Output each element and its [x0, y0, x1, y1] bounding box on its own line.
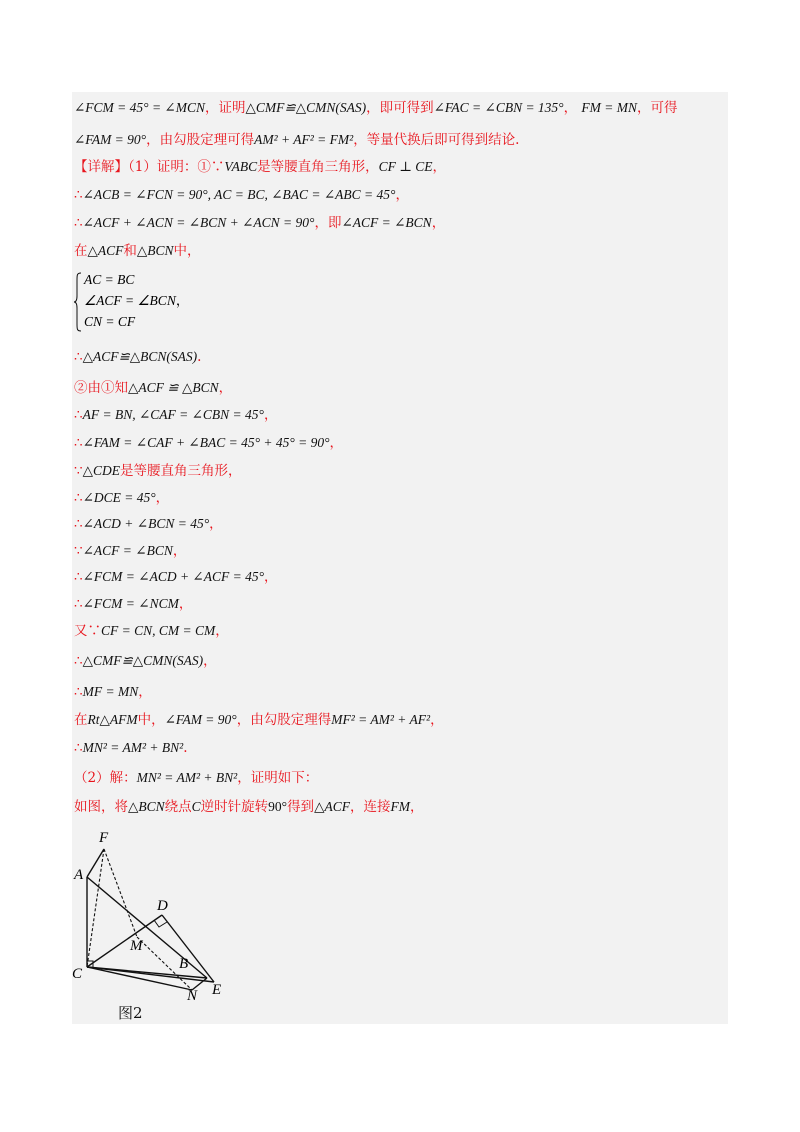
segment-cf-dashed — [87, 849, 104, 967]
text-run: 是等腰直角三角形， — [119, 463, 242, 479]
text-run: ， — [172, 543, 187, 559]
text-run: 如图，将 — [74, 799, 128, 815]
segment-af — [87, 849, 104, 877]
math-expression: AF = BN, ∠CAF = ∠CBN = 45° — [82, 407, 264, 422]
point-label-d: D — [157, 898, 168, 914]
math-expression: ∠ACF + ∠ACN = ∠BCN + ∠ACN = 90° — [82, 215, 315, 230]
math-expression: △ACF ≌ △BCN — [128, 380, 219, 395]
segment-ce — [87, 967, 214, 982]
therefore-symbol: ∴ — [74, 596, 83, 612]
math-expression: FM — [390, 799, 410, 814]
solution-line — [74, 621, 724, 641]
point-label-e: E — [212, 982, 222, 998]
solution-line — [74, 797, 724, 817]
text-run: ， — [329, 435, 344, 451]
text-run: ，证明如下： — [237, 770, 319, 786]
text-run: ， — [215, 623, 229, 639]
solution-line — [74, 157, 724, 177]
solution-line — [74, 378, 724, 398]
text-run: ，由勾股定理可得 — [146, 132, 255, 148]
text-run: ， — [409, 799, 424, 815]
therefore-symbol: ∴ — [74, 407, 83, 423]
segment-cn — [87, 967, 192, 990]
math-expression: ∠FAM = ∠CAF + ∠BAC = 45° + 45° = 90° — [82, 435, 330, 450]
math-expression: ∠ACF = ∠BCN — [341, 215, 432, 230]
math-expression: △ACF — [87, 243, 124, 258]
math-expression: ∠FCM = 45° = ∠MCN — [74, 100, 205, 115]
text-run: ， — [138, 684, 152, 700]
text-run: ， — [178, 596, 193, 612]
therefore-symbol: ∴ — [74, 740, 83, 756]
point-label-f: F — [99, 830, 109, 846]
point-label-a: A — [74, 867, 84, 883]
solution-line — [74, 682, 724, 702]
text-run: ，等量代换后即可得到结论. — [353, 132, 520, 148]
math-expression: ∠DCE = 45° — [82, 490, 156, 505]
solution-line — [74, 710, 724, 730]
therefore-symbol: ∴ — [74, 684, 83, 700]
text-run: . — [197, 349, 202, 365]
text-run: 和 — [123, 243, 137, 259]
math-expression: ∠FCM = ∠ACD + ∠ACF = 45° — [82, 569, 264, 584]
geometry-figure — [72, 822, 242, 1022]
math-expression: ∠ACD + ∠BCN = 45° — [82, 516, 210, 531]
text-run: 是等腰直角三角形， — [257, 159, 379, 175]
segment-ab — [87, 877, 207, 978]
system-equation: AC = BC — [84, 272, 135, 287]
solution-line — [74, 488, 724, 508]
text-run: ， — [263, 407, 278, 423]
text-run: 逆时针旋转 — [200, 799, 269, 815]
solution-line — [74, 567, 724, 587]
because-symbol: ∵ — [74, 463, 83, 479]
solution-line — [74, 98, 724, 118]
text-run: ， — [209, 516, 223, 532]
point-label-b: B — [179, 956, 189, 972]
text-run: ， — [155, 490, 170, 506]
text-run: 在 — [74, 243, 88, 259]
solution-line — [74, 241, 724, 261]
segment-cd — [87, 915, 162, 967]
math-expression: 90° — [268, 799, 288, 814]
text-run: ，可得 — [637, 100, 678, 116]
text-run: 中， — [173, 243, 201, 259]
text-run: ， — [432, 159, 447, 175]
solution-line — [74, 514, 724, 534]
text-run: 得到 — [287, 799, 315, 815]
math-expression: MF² = AM² + AF² — [331, 712, 431, 727]
text-run: 中， — [137, 712, 165, 728]
solution-line — [74, 768, 724, 788]
equation-system — [74, 270, 274, 336]
text-run: （2）解： — [74, 770, 137, 786]
text-run: 在 — [74, 712, 88, 728]
text-run: ， — [203, 653, 217, 669]
math-expression: CF ⊥ CE — [378, 159, 433, 174]
therefore-symbol: ∴ — [74, 516, 83, 532]
math-expression: MN² = AM² + BN² — [82, 740, 184, 755]
solution-line — [74, 461, 724, 481]
text-run: ， — [430, 712, 444, 728]
because-symbol: ∵ — [74, 543, 83, 559]
solution-line — [74, 541, 724, 561]
math-expression: ∠ACB = ∠FCN = 90°, AC = BC, ∠BAC = ∠ABC = 45° — [82, 187, 396, 202]
solution-line — [74, 347, 724, 367]
math-expression: MF = MN — [82, 684, 139, 699]
text-run: ，连接 — [349, 799, 391, 815]
left-brace-icon — [74, 272, 82, 332]
math-expression: ∠FCM = ∠NCM — [82, 596, 179, 611]
point-label-m: M — [130, 938, 143, 954]
text-run: ， — [395, 187, 409, 203]
right-angle-marker-d — [154, 920, 167, 927]
therefore-symbol: ∴ — [74, 490, 83, 506]
text-run: 绕点 — [164, 799, 192, 815]
math-expression: △BCN — [128, 799, 165, 814]
math-expression: △ACF≌△BCN(SAS) — [82, 349, 198, 364]
text-run: ， — [563, 100, 578, 116]
math-expression: ∠FAM = 90° — [74, 132, 147, 147]
system-equation: CN = CF — [84, 314, 136, 329]
math-expression: △CMF≌△CMN(SAS) — [245, 100, 367, 115]
text-run: ②由①知 — [74, 380, 128, 396]
math-expression: △BCN — [136, 243, 174, 258]
solution-line — [74, 433, 724, 453]
solution-line — [74, 213, 724, 233]
math-expression: CF = CN, CM = CM — [101, 623, 216, 638]
solution-line — [74, 185, 724, 205]
text-run: ，由勾股定理得 — [236, 712, 332, 728]
text-run: ，即 — [314, 215, 342, 231]
math-expression: ∠FAM = 90° — [164, 712, 237, 727]
math-expression: Rt△AFM — [87, 712, 138, 727]
text-run: . — [183, 740, 188, 756]
therefore-symbol: ∴ — [74, 653, 83, 669]
therefore-symbol: ∴ — [74, 187, 83, 203]
math-expression: △CMF≌△CMN(SAS) — [82, 653, 204, 668]
math-expression: △ACF — [314, 799, 350, 814]
math-expression: MN² = AM² + BN² — [136, 770, 238, 785]
solution-line — [74, 651, 724, 671]
system-equation: ∠ACF = ∠BCN， — [84, 293, 190, 308]
therefore-symbol: ∴ — [74, 215, 83, 231]
math-expression: △CDE — [82, 463, 120, 478]
text-run: ， — [431, 215, 446, 231]
point-label-c: C — [72, 966, 83, 982]
math-expression: AM² + AF² = FM² — [254, 132, 354, 147]
text-run: ， — [218, 380, 233, 396]
detail-heading: 【详解】（1）证明：①∵ — [74, 159, 225, 175]
solution-line — [74, 130, 724, 150]
math-expression: ∠ACF = ∠BCN — [82, 543, 173, 558]
point-label-n: N — [187, 988, 198, 1004]
text-run: ，证明 — [205, 100, 246, 116]
therefore-symbol: ∴ — [74, 435, 83, 451]
solution-line — [74, 405, 724, 425]
segment-fm-dashed — [104, 849, 137, 937]
therefore-symbol: ∴ — [74, 569, 83, 585]
math-expression: VABC — [224, 159, 258, 174]
text-run: ， — [264, 569, 278, 585]
math-expression: ∠FAC = ∠CBN = 135° — [433, 100, 564, 115]
figure-caption: 图2 — [118, 1004, 143, 1022]
solution-line — [74, 594, 724, 614]
text-run: 又∵ — [74, 623, 101, 639]
therefore-symbol: ∴ — [74, 349, 83, 365]
text-run: ，即可得到 — [366, 100, 434, 116]
math-expression: FM = MN — [581, 100, 637, 115]
geometry-diagram — [72, 822, 242, 1022]
solution-line — [74, 738, 724, 758]
math-expression: C — [191, 799, 201, 814]
